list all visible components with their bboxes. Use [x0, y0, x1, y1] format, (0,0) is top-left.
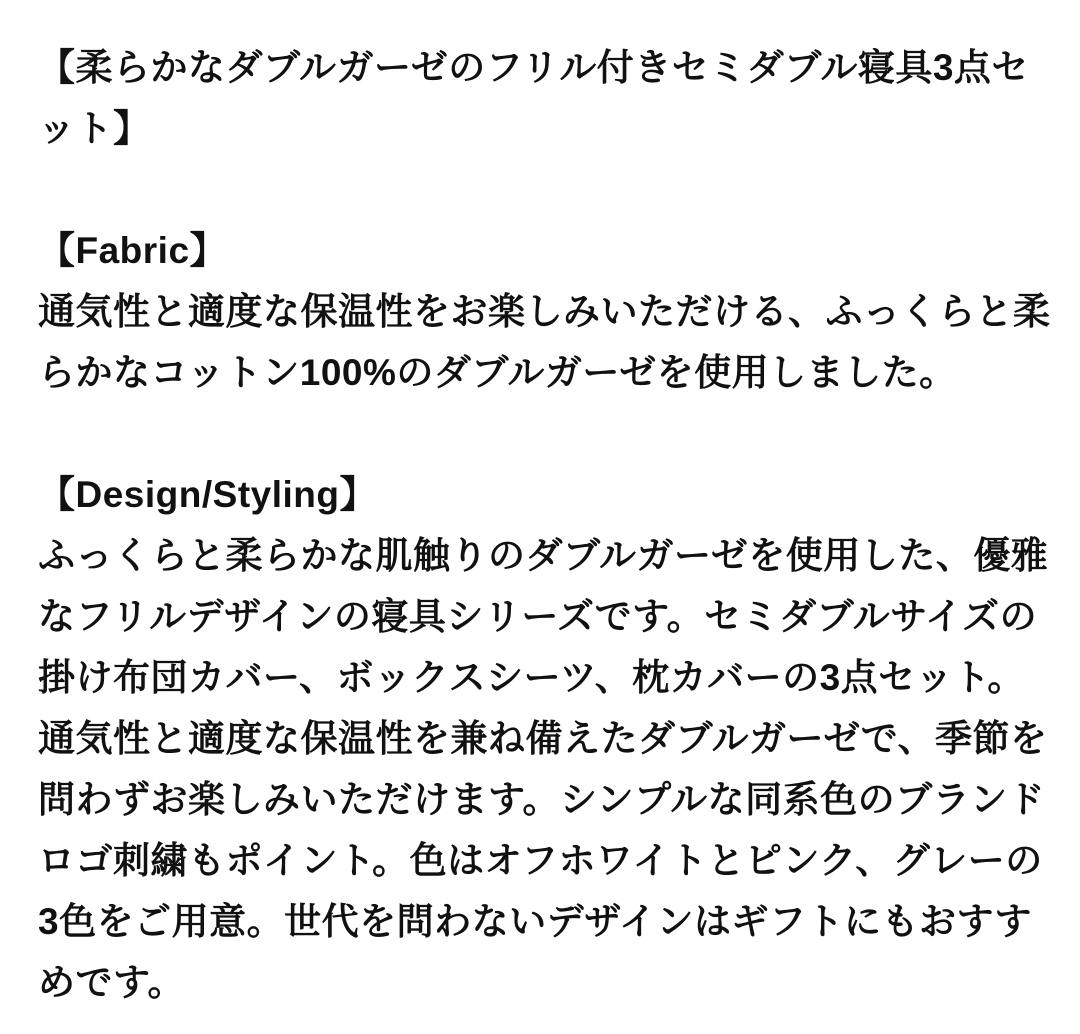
fabric-body-line-2: らかなコットン100%のダブルガーゼを使用しました。 — [38, 352, 957, 393]
design-body-line-1: ふっくらと柔らかな肌触りのダブルガーゼを使用した、優雅 — [38, 535, 1049, 576]
product-title-line-2: ット】 — [38, 108, 151, 149]
design-body-line-2: なフリルデザインの寝具シリーズです。セミダブルサイズの — [38, 596, 1038, 637]
blank-line — [38, 403, 1050, 464]
fabric-body-line-1: 通気性と適度な保温性をお楽しみいただける、ふっくらと柔 — [38, 291, 1051, 332]
section-heading-design-styling: 【Design/Styling】 — [38, 474, 377, 515]
blank-line — [38, 159, 1050, 220]
design-body-line-5: 問わずお楽しみいただけます。シンプルな同系色のブランド — [38, 779, 1046, 820]
design-body-line-7: 3色をご用意。世代を問わないデザインはギフトにもおすす — [38, 901, 1032, 942]
design-body-line-4: 通気性と適度な保温性を兼ね備えたダブルガーゼで、季節を — [38, 718, 1048, 759]
product-title-line-1: 【柔らかなダブルガーゼのフリル付きセミダブル寝具3点セ — [38, 47, 1029, 88]
design-body-line-6: ロゴ刺繍もポイント。色はオフホワイトとピンク、グレーの — [38, 840, 1043, 881]
design-body-line-3: 掛け布団カバー、ボックスシーツ、枕カバーの3点セット。 — [38, 657, 1025, 698]
section-heading-fabric: 【Fabric】 — [38, 230, 228, 271]
design-body-line-8: めです。 — [38, 962, 186, 1003]
